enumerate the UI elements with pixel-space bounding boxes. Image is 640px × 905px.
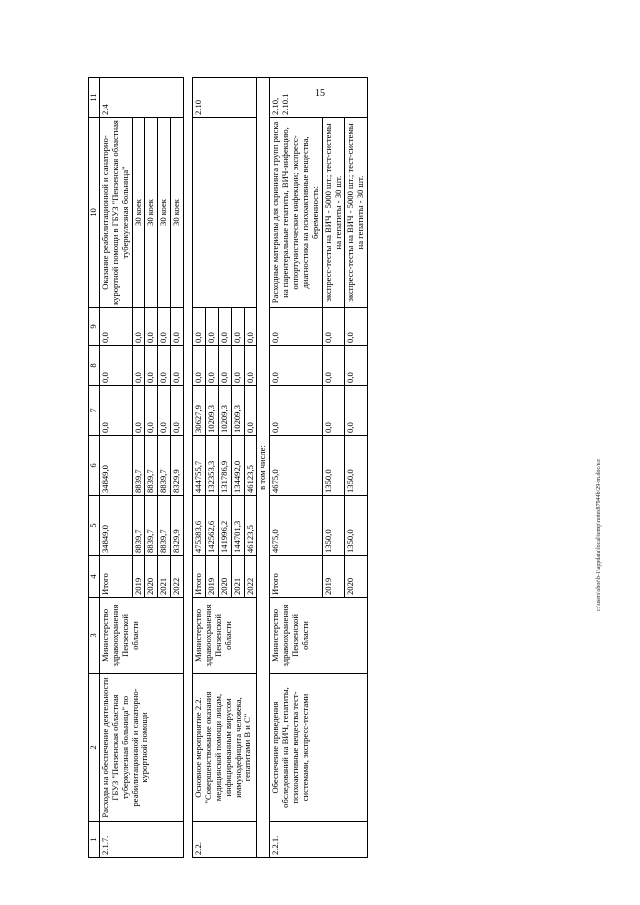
period-label: Итого (270, 556, 322, 598)
period-label: 2021 (231, 556, 244, 598)
program-table (88, 77, 368, 858)
value-cell: 1350,0 (322, 496, 345, 556)
value-cell: 0,0 (244, 386, 257, 436)
value-cell: 46123,5 (244, 436, 257, 496)
value-cell: 1350,0 (322, 436, 345, 496)
value-cell: 34849,0 (99, 496, 132, 556)
value-cell: 0,0 (193, 346, 206, 386)
header-cell: 4 (89, 556, 100, 598)
indicator-cell: 30 коек (132, 118, 145, 308)
value-cell: 0,0 (145, 346, 158, 386)
row-number: 2.1.7. (99, 822, 183, 858)
value-cell: 0,0 (218, 308, 231, 346)
header-cell: 1 (89, 822, 100, 858)
value-cell: 8839,7 (145, 436, 158, 496)
value-cell: 8839,7 (158, 496, 171, 556)
period-label: 2020 (218, 556, 231, 598)
indicator-code: 2.4 (99, 78, 183, 118)
value-cell: 0,0 (322, 346, 345, 386)
header-cell: 10 (89, 118, 100, 308)
executor: Министерство здравоохранения Пензенской области (270, 598, 368, 674)
indicator-cell: Расходные материалы для скрининга групп риска на парентеральные гепатиты, ВИЧ-инфекцию, оппортунистические инфекции; экспресс-диагностика на психоактивные вещества, беременность: (270, 118, 322, 308)
value-cell: 0,0 (270, 386, 322, 436)
program-table-wrapper (88, 78, 608, 858)
value-cell: 0,0 (145, 386, 158, 436)
indicator-code: 2.10 (193, 78, 257, 118)
value-cell: 8329,9 (171, 496, 184, 556)
period-label: 2020 (145, 556, 158, 598)
indicator-cell (193, 118, 257, 308)
value-cell: 0,0 (231, 308, 244, 346)
indicator-cell: Оказание реабилитационной и санаторно-курортной помощи в ГБУЗ "Пензенская областная туберкулезная больница" (99, 118, 132, 308)
value-cell: 0,0 (205, 308, 218, 346)
value-cell: 0,0 (158, 386, 171, 436)
table-row (193, 78, 206, 858)
value-cell: 0,0 (171, 346, 184, 386)
row-number: 2.2. (193, 822, 257, 858)
value-cell: 0,0 (132, 386, 145, 436)
value-cell: 0,0 (132, 308, 145, 346)
value-cell: 8329,9 (171, 436, 184, 496)
value-cell: 0,0 (218, 346, 231, 386)
value-cell: 0,0 (270, 308, 322, 346)
value-cell: 10209,3 (231, 386, 244, 436)
period-label: 2020 (345, 556, 368, 598)
page-number: 15 (315, 88, 325, 99)
value-cell: 0,0 (244, 308, 257, 346)
value-cell: 30627,9 (193, 386, 206, 436)
period-label: 2019 (205, 556, 218, 598)
value-cell: 142562,6 (205, 496, 218, 556)
header-cell: 5 (89, 496, 100, 556)
value-cell: 0,0 (158, 308, 171, 346)
header-cell: 11 (89, 78, 100, 118)
value-cell: 8839,7 (132, 436, 145, 496)
indicator-cell: 30 коек (145, 118, 158, 308)
indicator-cell: 30 коек (171, 118, 184, 308)
value-cell: 0,0 (193, 308, 206, 346)
in-that-number-label: в том числе: (257, 78, 270, 858)
value-cell: 8839,7 (132, 496, 145, 556)
value-cell: 10209,3 (218, 386, 231, 436)
value-cell: 0,0 (171, 386, 184, 436)
value-cell: 0,0 (231, 346, 244, 386)
period-label: 2022 (244, 556, 257, 598)
value-cell: 0,0 (132, 346, 145, 386)
value-cell: 0,0 (322, 386, 345, 436)
measure-name: Основное мероприятие 2.2. "Совершенствование оказания медицинской помощи лицам, инфицированным вирусом иммунодефицита человека, гепатитами B и C" (193, 674, 257, 822)
header-row (89, 78, 100, 858)
header-cell: 9 (89, 308, 100, 346)
value-cell: 0,0 (171, 308, 184, 346)
value-cell: 0,0 (145, 308, 158, 346)
value-cell: 132353,3 (205, 436, 218, 496)
value-cell: 0,0 (99, 386, 132, 436)
value-cell: 0,0 (205, 346, 218, 386)
indicator-code: 2.10, 2.10.1 (270, 78, 368, 118)
table-row (270, 78, 322, 858)
period-label: 2022 (171, 556, 184, 598)
value-cell: 0,0 (345, 346, 368, 386)
value-cell: 0,0 (322, 308, 345, 346)
value-cell: 0,0 (99, 308, 132, 346)
row-number: 2.2.1. (270, 822, 368, 858)
separator-cell (184, 78, 193, 858)
header-cell: 7 (89, 386, 100, 436)
value-cell: 0,0 (244, 346, 257, 386)
value-cell: 8839,7 (158, 436, 171, 496)
value-cell: 0,0 (99, 346, 132, 386)
value-cell: 0,0 (345, 386, 368, 436)
footer-file-path: c:\users\sbor\b-1\appdata\local\temp\notes87944b\29-m.doc/кл (596, 459, 602, 611)
indicator-cell: экспресс-тесты на ВИЧ - 5000 шт.; тест-системы на гепатиты - 30 шт. (345, 118, 368, 308)
measure-name: Обеспечение проведения обследований на ВИЧ, гепатиты, психоактивные вещества тест-системами, экспресс-тестами (270, 674, 368, 822)
period-label: Итого (193, 556, 206, 598)
value-cell: 0,0 (270, 346, 322, 386)
value-cell: 4675,0 (270, 436, 322, 496)
separator-row (184, 78, 193, 858)
subheading-row (257, 78, 270, 858)
value-cell: 34849,0 (99, 436, 132, 496)
period-label: 2019 (322, 556, 345, 598)
value-cell: 475383,6 (193, 496, 206, 556)
value-cell: 46123,5 (244, 496, 257, 556)
value-cell: 144701,3 (231, 496, 244, 556)
header-cell: 2 (89, 674, 100, 822)
header-cell: 8 (89, 346, 100, 386)
value-cell: 131786,9 (218, 436, 231, 496)
indicator-cell: экспресс-тесты на ВИЧ - 5000 шт.; тест-системы на гепатиты - 30 шт. (322, 118, 345, 308)
value-cell: 0,0 (345, 308, 368, 346)
value-cell: 8839,7 (145, 496, 158, 556)
period-label: 2021 (158, 556, 171, 598)
executor: Министерство здравоохранения Пензенской области (99, 598, 183, 674)
value-cell: 4675,0 (270, 496, 322, 556)
value-cell: 1350,0 (345, 496, 368, 556)
period-label: 2019 (132, 556, 145, 598)
header-cell: 3 (89, 598, 100, 674)
indicator-cell: 30 коек (158, 118, 171, 308)
table-row (99, 78, 132, 858)
value-cell: 10209,3 (205, 386, 218, 436)
value-cell: 444755,7 (193, 436, 206, 496)
value-cell: 134492,0 (231, 436, 244, 496)
executor: Министерство здравоохранения Пензенской области (193, 598, 257, 674)
measure-name: Расходы на обеспечение деятельности ГБУЗ "Пензенская областная туберкулезная больница" по реабилитационной и санаторно-курортной помощи (99, 674, 183, 822)
value-cell: 0,0 (158, 346, 171, 386)
period-label: Итого (99, 556, 132, 598)
value-cell: 141996,2 (218, 496, 231, 556)
header-cell: 6 (89, 436, 100, 496)
value-cell: 1350,0 (345, 436, 368, 496)
